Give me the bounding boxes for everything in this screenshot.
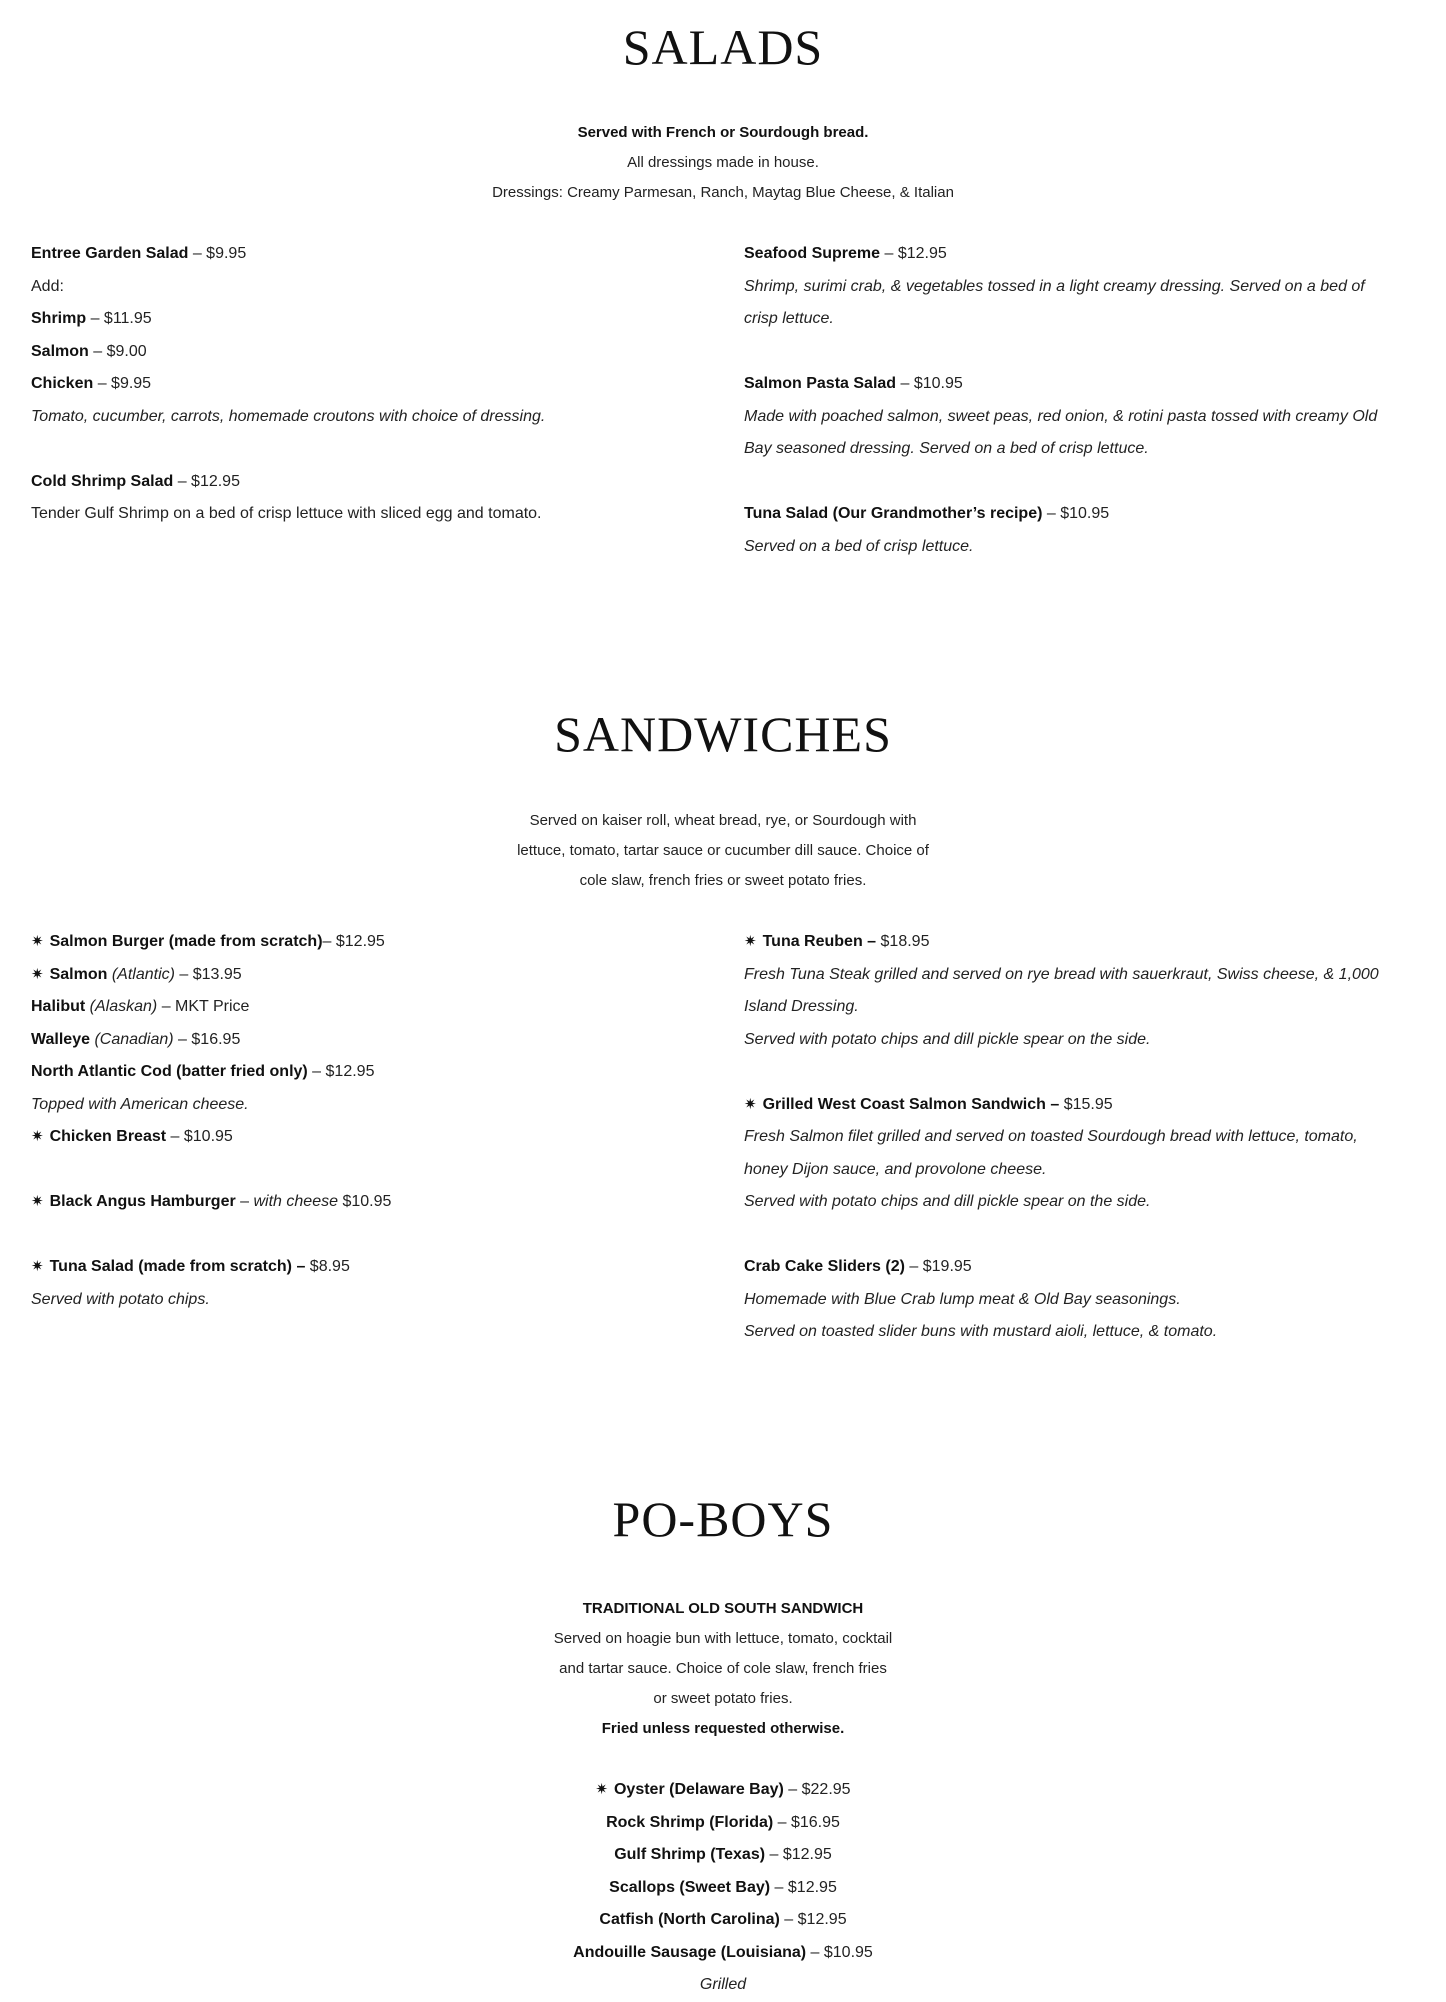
menu-item-tuna-reuben — [744, 926, 1379, 959]
addon-name: Salmon — [31, 342, 89, 360]
menu-item-salmon-burger — [31, 926, 391, 959]
cold-shrimp-description: Tender Gulf Shrimp on a bed of crisp lettuce with sliced egg and tomato. — [31, 505, 542, 522]
west-coast-description-2: honey Dijon sauce, and provolone cheese. — [744, 1160, 1047, 1178]
signature-star-icon: ✷ — [31, 965, 44, 983]
item-price: – $9.95 — [188, 245, 247, 262]
salads-intro-dressings-list: Dressings: Creamy Parmesan, Ranch, Maytag Blue Cheese, & Italian — [492, 184, 954, 201]
item-price: – $10.95 — [1042, 505, 1110, 522]
item-price: – MKT Price — [157, 998, 250, 1015]
item-name: Black Angus Hamburger — [49, 1193, 236, 1210]
salads-intro — [0, 118, 1446, 208]
garden-add-label: Add: — [31, 277, 64, 295]
signature-star-icon: ✷ — [595, 1781, 608, 1798]
tuna-reuben-description-2: Island Dressing. — [744, 998, 859, 1015]
poboys-heading: TRADITIONAL OLD SOUTH SANDWICH — [582, 1600, 864, 1617]
salads-right-column — [744, 238, 1377, 563]
poboys-intro-line-1: Served on hoagie bun with lettuce, tomato, cocktail — [553, 1630, 893, 1647]
tuna-reuben-sides: Served with potato chips and dill pickle spear on the side. — [744, 1030, 1151, 1048]
item-name: Seafood Supreme — [744, 245, 881, 262]
item-name: North Atlantic Cod (batter fried only) — [31, 1063, 308, 1080]
item-name: Salmon Pasta Salad — [744, 375, 897, 392]
spacer — [31, 1154, 391, 1187]
salads-intro-bread: Served with French or Sourdough bread. — [577, 124, 869, 141]
garden-description: Tomato, cucumber, carrots, homemade croutons with choice of dressing. — [31, 407, 546, 425]
item-name: Andouille Sausage (Louisiana) — [573, 1943, 807, 1961]
item-price: – $13.95 — [174, 965, 242, 983]
item-price: – $10.95 — [166, 1128, 233, 1145]
spacer — [744, 1056, 1379, 1089]
item-price: – $12.95 — [322, 933, 385, 950]
addon-chicken — [31, 368, 545, 401]
menu-item-tuna-salad-sandwich — [31, 1251, 391, 1284]
item-name: Tuna Salad (made from scratch) – — [49, 1258, 306, 1275]
west-coast-description: Fresh Salmon filet grilled and served on toasted Sourdough bread with lettuce, tomato, — [744, 1128, 1358, 1145]
sandwiches-intro-line-3: cole slaw, french fries or sweet potato fries. — [579, 872, 867, 889]
item-price: – $12.95 — [173, 472, 240, 490]
poboys-intro — [0, 1594, 1446, 1744]
poboys-intro-line-2: and tartar sauce. Choice of cole slaw, french fries — [559, 1660, 887, 1677]
addon-price: – $9.00 — [88, 342, 147, 360]
sandwiches-right-column — [744, 926, 1379, 1349]
west-coast-sides: Served with potato chips and dill pickle spear on the side. — [744, 1193, 1151, 1210]
item-price: – $10.95 — [806, 1943, 873, 1961]
signature-star-icon: ✷ — [744, 1095, 757, 1113]
item-name: Crab Cake Sliders (2) — [744, 1258, 905, 1275]
addon-name: Shrimp — [31, 310, 87, 327]
andouille-grilled-note: Grilled — [699, 1976, 747, 1993]
salads-left-column — [31, 238, 545, 531]
menu-item-chicken-breast — [31, 1121, 391, 1154]
spacer — [744, 336, 1377, 369]
item-price: – $16.95 — [773, 1813, 840, 1831]
menu-item-black-angus-hamburger — [31, 1186, 391, 1219]
item-origin: (Alaskan) — [89, 998, 158, 1015]
item-price: – $12.95 — [765, 1846, 832, 1863]
poboy-item-gulf-shrimp — [0, 1839, 1446, 1872]
addon-salmon — [31, 336, 545, 369]
poboys-fried-note: Fried unless requested otherwise. — [601, 1720, 845, 1737]
item-name: Salmon — [49, 965, 108, 983]
signature-star-icon: ✷ — [31, 1128, 44, 1145]
item-separator: – — [235, 1193, 254, 1210]
item-price: – $12.95 — [307, 1063, 375, 1080]
menu-item-tuna-salad — [744, 498, 1377, 531]
salads-title: SALADS — [622, 19, 824, 75]
poboys-title: PO-BOYS — [612, 1491, 834, 1547]
item-name: Salmon Burger (made from scratch) — [49, 933, 323, 950]
item-name: Scallops (Sweet Bay) — [609, 1878, 771, 1896]
item-price: – $16.95 — [173, 1030, 241, 1048]
signature-star-icon: ✷ — [31, 1193, 44, 1210]
item-name: Grilled West Coast Salmon Sandwich – — [762, 1095, 1060, 1113]
item-price: $15.95 — [1059, 1095, 1113, 1113]
item-option: with cheese — [253, 1193, 338, 1210]
tuna-reuben-description: Fresh Tuna Steak grilled and served on rye bread with sauerkraut, Swiss cheese, & 1,000 — [744, 965, 1379, 983]
item-name: Catfish (North Carolina) — [599, 1911, 780, 1928]
seafood-supreme-description-2: crisp lettuce. — [744, 310, 834, 327]
menu-item-crab-cake-sliders — [744, 1251, 1379, 1284]
signature-star-icon: ✷ — [31, 1258, 44, 1275]
menu-item-seafood-supreme — [744, 238, 1377, 271]
item-name: Gulf Shrimp (Texas) — [614, 1846, 766, 1863]
menu-item-halibut — [31, 991, 391, 1024]
cod-description: Topped with American cheese. — [31, 1095, 249, 1113]
spacer — [744, 466, 1377, 499]
item-origin: (Atlantic) — [111, 965, 175, 983]
poboy-item-oyster — [0, 1774, 1446, 1807]
spacer — [31, 1219, 391, 1252]
menu-item-north-atlantic-cod — [31, 1056, 391, 1089]
tuna-salad-description: Served on a bed of crisp lettuce. — [744, 537, 974, 555]
item-price: $18.95 — [876, 933, 930, 950]
item-price: – $19.95 — [904, 1258, 972, 1275]
poboys-items — [0, 1774, 1446, 2002]
item-name: Chicken Breast — [49, 1128, 167, 1145]
item-price: – $22.95 — [783, 1781, 851, 1798]
item-price: – $12.95 — [779, 1911, 847, 1928]
item-price: – $12.95 — [880, 245, 947, 262]
menu-item-salmon — [31, 959, 391, 992]
item-origin: (Canadian) — [94, 1030, 174, 1048]
item-name: Oyster (Delaware Bay) — [613, 1781, 784, 1798]
item-name: Tuna Salad (Our Grandmother’s recipe) — [744, 505, 1043, 522]
item-name: Cold Shrimp Salad — [31, 472, 174, 490]
spacer — [31, 433, 545, 466]
salmon-pasta-description: Made with poached salmon, sweet peas, red onion, & rotini pasta tossed with creamy Old — [744, 407, 1378, 425]
item-name: Rock Shrimp (Florida) — [606, 1813, 774, 1831]
addon-name: Chicken — [31, 375, 94, 392]
item-price: – $12.95 — [770, 1878, 837, 1896]
menu-item-walleye — [31, 1024, 391, 1057]
poboy-item-scallops — [0, 1872, 1446, 1905]
poboy-item-rock-shrimp — [0, 1807, 1446, 1840]
signature-star-icon: ✷ — [744, 933, 757, 950]
poboys-intro-line-3: or sweet potato fries. — [653, 1690, 793, 1707]
item-name: Halibut — [31, 998, 86, 1015]
poboy-item-catfish — [0, 1904, 1446, 1937]
sandwiches-title: SANDWICHES — [554, 706, 892, 762]
menu-item-west-coast-salmon — [744, 1089, 1379, 1122]
sandwiches-intro-line-2: lettuce, tomato, tartar sauce or cucumber dill sauce. Choice of — [517, 842, 929, 859]
item-name: Walleye — [31, 1030, 90, 1048]
menu-item-entree-garden-salad — [31, 238, 545, 271]
addon-price: – $9.95 — [93, 375, 152, 392]
crab-sliders-description: Homemade with Blue Crab lump meat & Old Bay seasonings. — [744, 1290, 1181, 1308]
salads-intro-dressings-house: All dressings made in house. — [627, 154, 819, 171]
spacer — [744, 1219, 1379, 1252]
item-price: $10.95 — [338, 1193, 392, 1210]
item-name: Entree Garden Salad — [31, 245, 189, 262]
sandwiches-left-column — [31, 926, 391, 1316]
seafood-supreme-description: Shrimp, surimi crab, & vegetables tossed in a light creamy dressing. Served on a bed of — [744, 277, 1365, 295]
sandwiches-intro — [0, 806, 1446, 896]
tuna-sandwich-description: Served with potato chips. — [31, 1290, 210, 1308]
item-price: $8.95 — [305, 1258, 350, 1275]
poboy-item-andouille — [0, 1937, 1446, 1970]
menu-item-cold-shrimp-salad — [31, 466, 545, 499]
crab-sliders-description-2: Served on toasted slider buns with mustard aioli, lettuce, & tomato. — [744, 1323, 1218, 1340]
menu-item-salmon-pasta-salad — [744, 368, 1377, 401]
signature-star-icon: ✷ — [31, 933, 44, 950]
addon-shrimp — [31, 303, 545, 336]
item-name: Tuna Reuben – — [762, 933, 877, 950]
addon-price: – $11.95 — [86, 310, 152, 327]
salmon-pasta-description-2: Bay seasoned dressing. Served on a bed of crisp lettuce. — [744, 440, 1149, 457]
item-price: – $10.95 — [896, 375, 963, 392]
sandwiches-intro-line-1: Served on kaiser roll, wheat bread, rye, or Sourdough with — [529, 812, 917, 829]
